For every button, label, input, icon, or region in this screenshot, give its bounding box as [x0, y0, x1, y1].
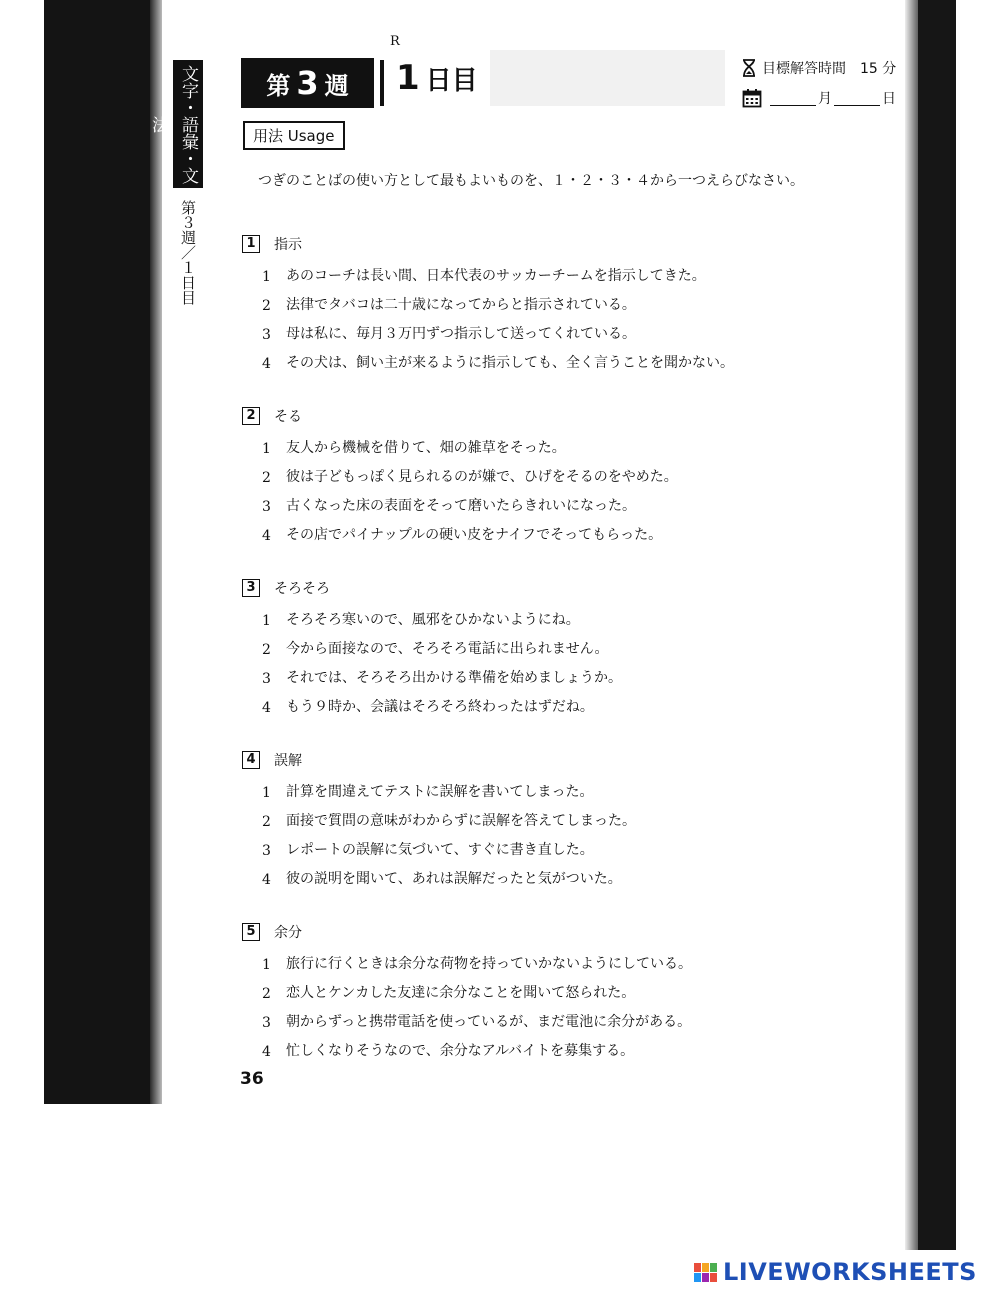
question-word: そろそろ: [274, 581, 330, 597]
option-number: 3: [262, 843, 271, 859]
handwritten-mark: R: [390, 34, 400, 49]
question-block: [242, 576, 622, 716]
question-word: 誤解: [274, 753, 302, 769]
brand-text: LIVEWORKSHEETS: [723, 1258, 977, 1286]
brand-logo-icon: [694, 1263, 717, 1282]
question-header: [242, 404, 678, 428]
option-number: 4: [262, 528, 271, 544]
side-section-tab: 文字・語彙・文法: [173, 60, 203, 188]
question-number: 2: [242, 407, 260, 425]
option-text: 今から面接なので、そろそろ電話に出られません。: [286, 641, 609, 657]
scan-left-edge: [150, 0, 162, 1104]
answer-option[interactable]: [242, 830, 636, 859]
answer-option[interactable]: [242, 600, 622, 629]
answer-option[interactable]: [242, 629, 622, 658]
answer-option[interactable]: [242, 859, 636, 888]
option-number: 2: [262, 986, 271, 1002]
question-number: 5: [242, 923, 260, 941]
target-time-text: 目標解答時間 15 分: [762, 61, 897, 77]
option-text: 友人から機械を借りて、畑の雑草をそった。: [286, 440, 566, 456]
scan-left-shadow: [44, 0, 156, 1104]
answer-option[interactable]: [242, 687, 622, 716]
calendar-icon: [742, 88, 762, 108]
option-text: 母は私に、毎月３万円ずつ指示して送ってくれている。: [286, 326, 636, 342]
date-field: [742, 88, 896, 108]
option-text: あのコーチは長い間、日本代表のサッカーチームを指示してきた。: [286, 268, 706, 284]
option-number: 1: [262, 785, 271, 801]
scan-right-shadow: [918, 0, 956, 1250]
page-number: 36: [240, 1069, 264, 1089]
month-blank[interactable]: [770, 91, 816, 106]
option-text: 計算を間違えてテストに誤解を書いてしまった。: [286, 784, 594, 800]
option-number: 3: [262, 499, 271, 515]
question-block: [242, 232, 734, 372]
answer-option[interactable]: [242, 1031, 692, 1060]
option-text: 旅行に行くときは余分な荷物を持っていかないようにしている。: [286, 956, 692, 972]
answer-option[interactable]: [242, 515, 678, 544]
hourglass-icon: [742, 59, 756, 77]
answer-option[interactable]: [242, 343, 734, 372]
option-text: レポートの誤解に気づいて、すぐに書き直した。: [286, 842, 594, 858]
option-text: 彼は子どもっぽく見られるのが嫌で、ひげをそるのをやめた。: [286, 469, 678, 485]
day-blank[interactable]: [834, 91, 880, 106]
day-number: 1: [396, 58, 420, 98]
question-number: 1: [242, 235, 260, 253]
question-word: 余分: [274, 925, 302, 941]
question-header: [242, 920, 692, 944]
option-number: 4: [262, 872, 271, 888]
day-label: [396, 58, 478, 98]
question-word: 指示: [274, 237, 302, 253]
week-label: [241, 58, 374, 108]
answer-option[interactable]: [242, 772, 636, 801]
option-text: 朝からずっと携帯電話を使っているが、まだ電池に余分がある。: [286, 1014, 692, 1030]
week-number: 3: [296, 64, 319, 102]
answer-option[interactable]: [242, 973, 692, 1002]
header-divider: [380, 60, 384, 106]
answer-option[interactable]: [242, 457, 678, 486]
option-number: 3: [262, 671, 271, 687]
option-number: 1: [262, 441, 271, 457]
option-number: 3: [262, 1015, 271, 1031]
instruction: つぎのことばの使い方として最もよいものを、１・２・３・４から一つえらびなさい。: [258, 173, 804, 189]
option-number: 4: [262, 356, 271, 372]
week-prefix: 第: [266, 71, 291, 100]
question-number: 3: [242, 579, 260, 597]
option-number: 2: [262, 298, 271, 314]
option-text: 法律でタバコは二十歳になってからと指示されている。: [286, 297, 636, 313]
option-text: その犬は、飼い主が来るように指示しても、全く言うことを聞かない。: [286, 355, 734, 371]
answer-option[interactable]: [242, 1002, 692, 1031]
day-suffix: 日目: [425, 66, 478, 96]
answer-option[interactable]: [242, 256, 734, 285]
option-number: 2: [262, 470, 271, 486]
option-number: 1: [262, 957, 271, 973]
option-text: そろそろ寒いので、風邪をひかないようにね。: [286, 612, 580, 628]
option-number: 4: [262, 1044, 271, 1060]
answer-option[interactable]: [242, 285, 734, 314]
month-label: 月: [818, 91, 832, 107]
option-number: 3: [262, 327, 271, 343]
question-header: [242, 748, 636, 772]
option-number: 2: [262, 814, 271, 830]
faint-bleed-through: [490, 50, 725, 106]
side-section-subtitle: 第３週／１日目: [179, 200, 197, 305]
option-text: その店でパイナップルの硬い皮をナイフでそってもらった。: [286, 527, 663, 543]
question-word: そる: [274, 409, 302, 425]
option-text: 彼の説明を聞いて、あれは誤解だったと気がついた。: [286, 871, 622, 887]
option-number: 2: [262, 642, 271, 658]
week-suffix: 週: [324, 71, 349, 100]
option-text: もう９時か、会議はそろそろ終わったはずだね。: [286, 699, 594, 715]
answer-option[interactable]: [242, 658, 622, 687]
answer-option[interactable]: [242, 486, 678, 515]
option-text: 恋人とケンカした友達に余分なことを聞いて怒られた。: [286, 985, 636, 1001]
question-block: [242, 404, 678, 544]
question-header: [242, 232, 734, 256]
answer-option[interactable]: [242, 801, 636, 830]
option-number: 1: [262, 269, 271, 285]
option-text: 面接で質問の意味がわからずに誤解を答えてしまった。: [286, 813, 636, 829]
question-header: [242, 576, 622, 600]
answer-option[interactable]: [242, 944, 692, 973]
option-number: 1: [262, 613, 271, 629]
option-text: 古くなった床の表面をそって磨いたらきれいになった。: [286, 498, 636, 514]
section-label: 用法 Usage: [243, 121, 345, 150]
option-text: 忙しくなりそうなので、余分なアルバイトを募集する。: [286, 1043, 635, 1059]
answer-option[interactable]: [242, 428, 678, 457]
option-text: それでは、そろそろ出かける準備を始めましょうか。: [286, 670, 622, 686]
target-time: [742, 58, 896, 78]
day-label-text: 日: [882, 91, 896, 107]
option-number: 4: [262, 700, 271, 716]
scan-right-edge: [905, 0, 919, 1250]
question-number: 4: [242, 751, 260, 769]
question-block: [242, 920, 692, 1060]
brand-watermark: [694, 1258, 977, 1286]
answer-option[interactable]: [242, 314, 734, 343]
question-block: [242, 748, 636, 888]
